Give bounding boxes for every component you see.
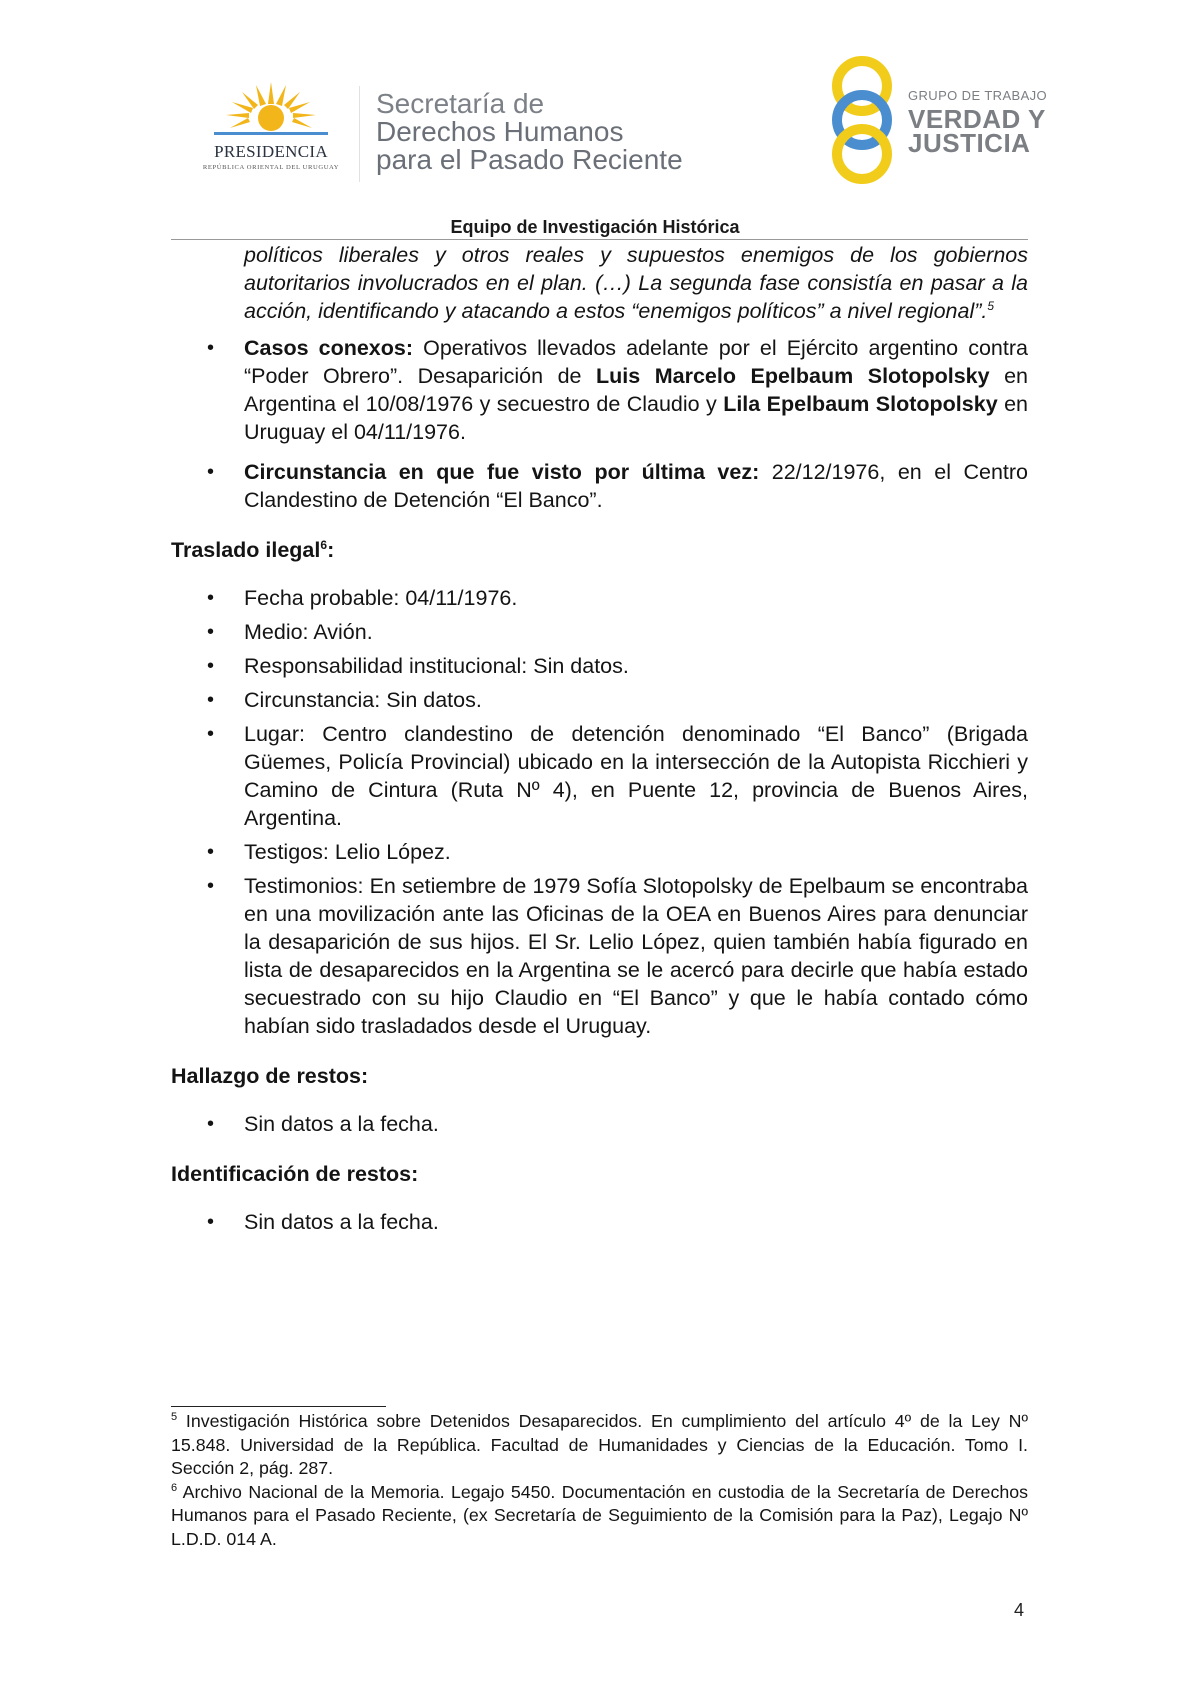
hallazgo-list bbox=[171, 1110, 1028, 1138]
presidencia-text: PRESIDENCIA bbox=[214, 142, 328, 161]
linked-rings-icon bbox=[822, 56, 902, 184]
verdad-justicia-logo bbox=[822, 56, 1048, 184]
presidencia-logo bbox=[196, 80, 356, 185]
heading-hallazgo: Hallazgo de restos: bbox=[171, 1064, 369, 1088]
footnote-5 bbox=[171, 1410, 1028, 1481]
list-item: • Testimonios: En setiembre de 1979 Sofía Slotopolsky de Epelbaum se encontraba en una movilización ante las Oficinas de la OEA en Buenos Aires para denunciar la desaparición de sus hijos. El Sr. Lelio López, quien también había figurado en lista de desaparecidos en la Argentina se le acercó para decirle que había estado secuestrado con su hijo Claudio en “El Banco” y que le había contado cómo habían sido trasladados desde el Uruguay. bbox=[171, 872, 1028, 1040]
justicia-text: JUSTICIA bbox=[908, 128, 1031, 158]
heading-traslado bbox=[171, 536, 1028, 564]
identificacion-list bbox=[171, 1208, 1028, 1236]
secretaria-logo-text bbox=[376, 90, 683, 174]
list-item: • Sin datos a la fecha. bbox=[171, 1208, 1028, 1236]
document-body bbox=[171, 240, 1028, 1236]
list-item: • Responsabilidad institucional: Sin datos. bbox=[171, 652, 1028, 680]
list-item: • Medio: Avión. bbox=[171, 618, 1028, 646]
circunstancia-text: 22/12/1976, en el Centro Clandestino de Detención “El Banco”. bbox=[244, 460, 1029, 512]
secretaria-line-1: Secretaría de bbox=[376, 88, 545, 119]
quote-text: políticos liberales y otros reales y supuestos enemigos de los gobiernos autoritarios involucrados en el plan. (…) La segunda fase consistía en pasar a la acción, identificando y atacando a estos “enemigos políticos” a nivel regional”. bbox=[244, 243, 1028, 323]
footnote-5-number: 5 bbox=[171, 1411, 178, 1424]
traslado-list bbox=[171, 584, 1028, 1040]
quote-paragraph bbox=[244, 241, 1028, 325]
list-item: • Fecha probable: 04/11/1976. bbox=[171, 584, 1028, 612]
list-item-casos-conexos bbox=[171, 334, 1028, 446]
presidencia-subtitle: REPÚBLICA ORIENTAL DEL URUGUAY bbox=[202, 164, 340, 171]
list-item: • Lugar: Centro clandestino de detención denominado “El Banco” (Brigada Güemes, Policía Provincial) ubicado en la intersección de la Autopista Ricchieri y Camino de Cintura (Ruta Nº 4), en Puente 12, provincia de Buenos Aires, Argentina. bbox=[171, 720, 1028, 832]
footnote-5-text: Investigación Histórica sobre Detenidos Desaparecidos. En cumplimiento del artículo 4º de la Ley Nº 15.848. Universidad de la República. Facultad de Humanidades y Ciencias de la Educación. Tomo I. Sección 2, pág. 287. bbox=[171, 1411, 1028, 1478]
footnote-separator bbox=[171, 1406, 386, 1407]
grupo-de-trabajo-text: GRUPO DE TRABAJO bbox=[908, 88, 1048, 103]
page-header bbox=[0, 0, 1190, 237]
secretaria-line-3: para el Pasado Reciente bbox=[376, 144, 683, 175]
casos-bold-name-1: Luis Marcelo Epelbaum Slotopolsky bbox=[596, 364, 990, 388]
list-item: • Sin datos a la fecha. bbox=[171, 1110, 1028, 1138]
list-item: • Circunstancia: Sin datos. bbox=[171, 686, 1028, 714]
list-item-circunstancia bbox=[171, 458, 1028, 514]
list-item: • Testigos: Lelio López. bbox=[171, 838, 1028, 866]
casos-text-3: en Uruguay el 04/11/1976. bbox=[244, 392, 1028, 444]
heading-traslado-colon: : bbox=[327, 538, 335, 562]
team-title: Equipo de Investigación Histórica bbox=[450, 217, 740, 237]
footnote-ref-6: 6 bbox=[320, 537, 328, 552]
secretaria-line-2: Derechos Humanos bbox=[376, 116, 624, 147]
heading-identificacion: Identificación de restos: bbox=[171, 1162, 419, 1186]
casos-bold-name-2: Lila Epelbaum Slotopolsky bbox=[723, 392, 998, 416]
casos-text-1: Operativos llevados adelante por el Ejército argentino contra “Poder Obrero”. Desaparición de bbox=[244, 336, 1028, 388]
circunstancia-label: Circunstancia en que fue visto por última vez: bbox=[244, 460, 760, 484]
verdad-text: VERDAD Y bbox=[908, 104, 1046, 134]
footnote-6-text: Archivo Nacional de la Memoria. Legajo 5450. Documentación en custodia de la Secretaría de Derechos Humanos para el Pasado Reciente, (ex Secretaría de Seguimiento de la Comisión para la Paz), Legajo Nº L.D.D. 014 A. bbox=[171, 1481, 1028, 1549]
casos-conexos-label: Casos conexos: bbox=[244, 336, 414, 360]
casos-text-2: en Argentina el 10/08/1976 y secuestro de Claudio y bbox=[244, 364, 1029, 416]
header-divider bbox=[359, 86, 360, 182]
footnote-ref-5: 5 bbox=[987, 298, 995, 313]
footnote-6-number: 6 bbox=[171, 1481, 178, 1494]
case-details-list bbox=[171, 334, 1028, 514]
footnote-6 bbox=[171, 1481, 1028, 1552]
page-number: 4 bbox=[1014, 1600, 1025, 1620]
heading-traslado-text: Traslado ilegal bbox=[171, 538, 321, 562]
sun-emblem-icon bbox=[196, 80, 346, 142]
footnotes bbox=[171, 1410, 1028, 1551]
